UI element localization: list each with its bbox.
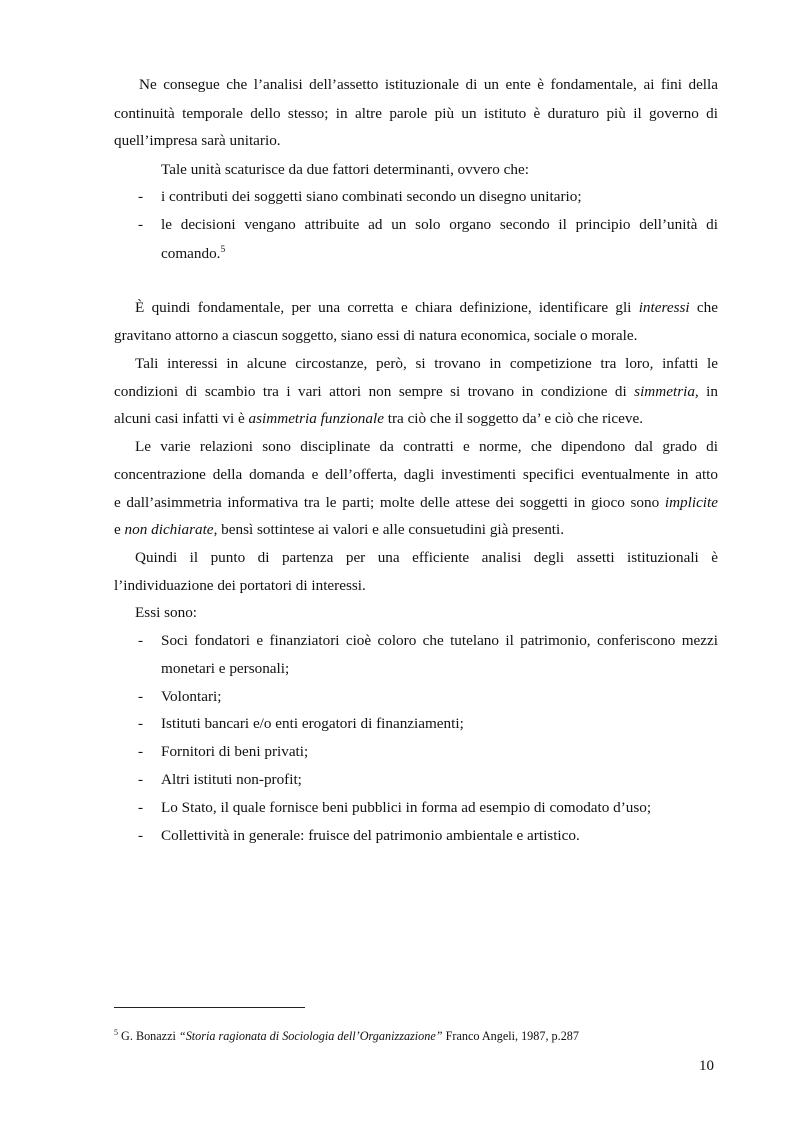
list-1-item-2-line-1: le decisioni vengano attribuite ad un solo organo secondo il principio dell’unità di: [161, 216, 718, 233]
list-2-item-3: Istituti bancari e/o enti erogatori di finanziamenti;: [161, 715, 464, 732]
list-2-item-2: Volontari;: [161, 688, 222, 705]
paragraph-3-line-1: [114, 298, 718, 318]
paragraph-5-text-a: e dall’asimmetria informativa tra le parti; molte delle attese dei soggetti in gioco sono: [114, 494, 665, 511]
list-2-item-1-line-1: Soci fondatori e finanziatori cioè coloro che tutelano il patrimonio, conferiscono mezzi: [161, 632, 718, 649]
paragraph-4-line-3: [114, 409, 718, 429]
emphasis-interessi: interessi: [638, 299, 690, 316]
list-2-item-3-marker: -: [138, 715, 144, 732]
footnote-number: 5: [114, 1028, 118, 1037]
list-2-item-2-marker: -: [138, 688, 144, 705]
paragraph-5-text-c: , bensì sottintese ai valori e alle consuetudini già presenti.: [213, 521, 565, 538]
emphasis-implicite: implicite: [664, 494, 718, 511]
list-1-item-1: i contributi dei soggetti siano combinati secondo un disegno unitario;: [161, 188, 582, 205]
paragraph-5-text-b: e: [114, 521, 125, 538]
list-2-item-7: Collettività in generale: fruisce del patrimonio ambientale e artistico.: [161, 827, 580, 844]
list-2-item-5-marker: -: [138, 771, 144, 788]
footnote-separator: [114, 1007, 305, 1008]
paragraph-3-text-b: che: [689, 299, 718, 316]
paragraph-4-text-a: condizioni di scambio tra i vari attori non sempre si trovano in condizione di: [114, 383, 635, 400]
emphasis-non-dichiarate: non dichiarate: [124, 521, 214, 538]
paragraph-4-line-1: Tali interessi in alcune circostanze, però, si trovano in competizione tra loro, infatti le: [135, 355, 718, 372]
paragraph-4-text-c: alcuni casi infatti vi è: [114, 410, 249, 427]
list-1-item-2-text: comando.: [161, 245, 221, 262]
paragraph-5-line-3: [114, 493, 718, 513]
footnote-title: “Storia ragionata di Sociologia dell’Organizzazione”: [178, 1029, 443, 1043]
emphasis-asimmetria-funzionale: asimmetria funzionale: [248, 410, 384, 427]
paragraph-1-line-2: continuità temporale dello stesso; in altre parole più un istituto è duraturo più il governo di: [114, 105, 718, 122]
list-2-item-7-marker: -: [138, 827, 144, 844]
paragraph-5-line-2: concentrazione della domanda e dell’offerta, dagli investimenti specifici eventualmente in atto: [114, 466, 718, 483]
paragraph-7-line-1: Essi sono:: [135, 604, 198, 621]
list-2-item-5: Altri istituti non-profit;: [161, 771, 302, 788]
list-2-item-6: Lo Stato, il quale fornisce beni pubblici in forma ad esempio di comodato d’uso;: [161, 799, 652, 816]
list-2-item-1-marker: -: [138, 632, 144, 649]
paragraph-5-line-4: [114, 520, 718, 540]
list-2-item-6-marker: -: [138, 799, 144, 816]
list-1-item-2-marker: -: [138, 216, 144, 233]
footnote-ref-5[interactable]: 5: [220, 245, 226, 255]
paragraph-3-text-a: È quindi fondamentale, per una corretta e chiara definizione, identificare gli: [135, 299, 639, 316]
page-number: 10: [699, 1058, 714, 1074]
footnote: [114, 1028, 579, 1044]
paragraph-6-line-2: l’individuazione dei portatori di interessi.: [114, 577, 366, 594]
paragraph-2-line-1: Tale unità scaturisce da due fattori determinanti, ovvero che:: [161, 161, 529, 178]
paragraph-1-line-1: Ne consegue che l’analisi dell’assetto istituzionale di un ente è fondamentale, ai fini della: [139, 76, 718, 93]
paragraph-6-line-1: Quindi il punto di partenza per una efficiente analisi degli assetti istituzionali è: [135, 549, 718, 566]
paragraph-4-text-b: in: [698, 383, 718, 400]
footnote-author: G. Bonazzi: [118, 1029, 179, 1043]
list-1-item-2-line-2: [161, 244, 718, 264]
footnote-publisher: Franco Angeli, 1987, p.287: [442, 1029, 579, 1043]
emphasis-simmetria: simmetria,: [634, 383, 699, 400]
paragraph-5-line-1: Le varie relazioni sono disciplinate da contratti e norme, che dipendono dal grado di: [135, 438, 718, 455]
paragraph-4-text-d: tra ciò che il soggetto da’ e ciò che riceve.: [383, 410, 643, 427]
list-1-item-1-marker: -: [138, 188, 144, 205]
paragraph-3-line-2: gravitano attorno a ciascun soggetto, siano essi di natura economica, sociale o morale.: [114, 327, 638, 344]
list-2-item-4: Fornitori di beni privati;: [161, 743, 309, 760]
paragraph-4-line-2: [114, 382, 718, 402]
list-2-item-4-marker: -: [138, 743, 144, 760]
paragraph-1-line-3: quell’impresa sarà unitario.: [114, 132, 281, 149]
list-2-item-1-line-2: monetari e personali;: [161, 660, 290, 677]
